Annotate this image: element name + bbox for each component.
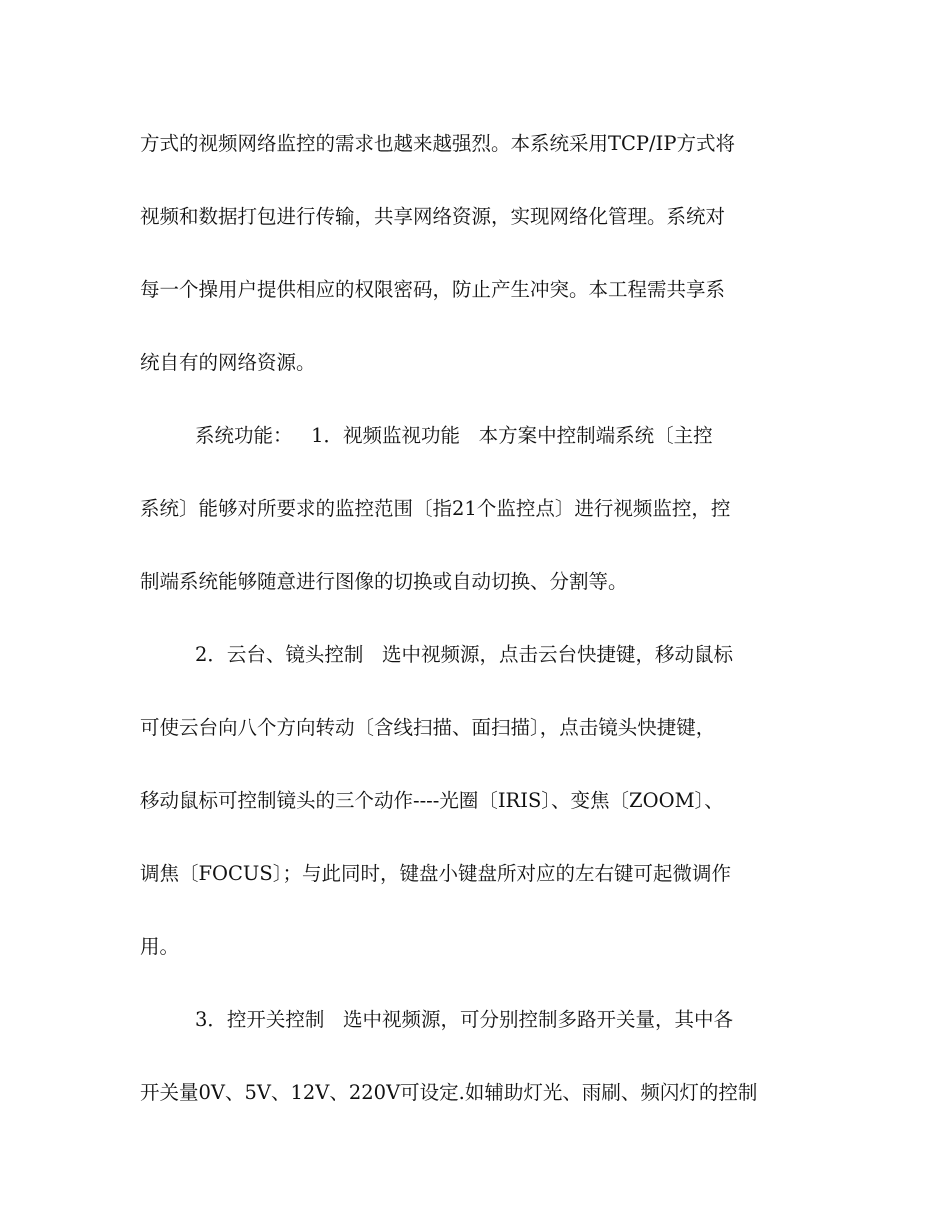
paragraph-line: 系统〕能够对所要求的监控范围〔指21个监控点〕进行视频监控，控 bbox=[140, 497, 731, 520]
paragraph-line: 开关量0V、5V、12V、220V可设定.如辅助灯光、雨刷、频闪灯的控制 bbox=[140, 1081, 758, 1104]
paragraph-line: 每一个操用户提供相应的权限密码，防止产生冲突。本工程需共享系 bbox=[140, 278, 726, 301]
paragraph-line: 方式的视频网络监控的需求也越来越强烈。本系统采用TCP/IP方式将 bbox=[140, 132, 735, 155]
paragraph-line: 系统功能： 1．视频监视功能 本方案中控制端系统〔主控 bbox=[195, 424, 713, 447]
paragraph-line: 统自有的网络资源。 bbox=[140, 351, 316, 374]
paragraph-line: 3．控开关控制 选中视频源，可分别控制多路开关量，其中各 bbox=[195, 1008, 734, 1031]
paragraph-line: 移动鼠标可控制镜头的三个动作----光圈〔IRIS〕、变焦〔ZOOM〕、 bbox=[140, 789, 724, 812]
paragraph-line: 视频和数据打包进行传输，共享网络资源，实现网络化管理。系统对 bbox=[140, 205, 726, 228]
paragraph-line: 制端系统能够随意进行图像的切换或自动切换、分割等。 bbox=[140, 570, 628, 593]
paragraph-line: 2．云台、镜头控制 选中视频源，点击云台快捷键，移动鼠标 bbox=[195, 643, 734, 666]
paragraph-line: 调焦〔FOCUS〕；与此同时，键盘小键盘所对应的左右键可起微调作 bbox=[140, 862, 731, 885]
paragraph-line: 可使云台向八个方向转动〔含线扫描、面扫描〕，点击镜头快捷键， bbox=[140, 716, 716, 739]
paragraph-line: 用。 bbox=[140, 935, 180, 958]
